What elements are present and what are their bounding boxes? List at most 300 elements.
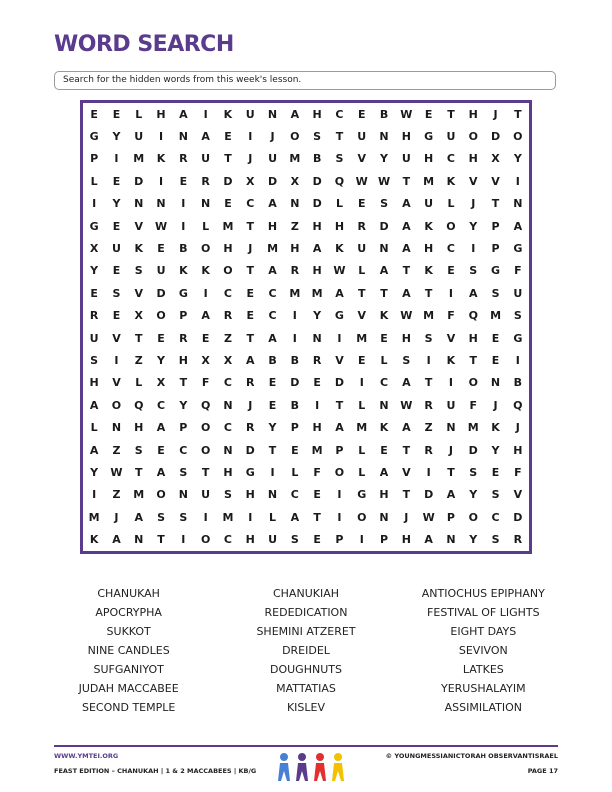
grid-letter[interactable]: O xyxy=(156,309,166,323)
grid-letter[interactable]: X xyxy=(156,376,166,390)
grid-letter[interactable]: H xyxy=(513,443,523,457)
grid-letter[interactable]: E xyxy=(90,286,98,300)
grid-letter[interactable]: C xyxy=(157,398,166,412)
grid-letter[interactable]: K xyxy=(89,533,99,547)
grid-letter[interactable]: M xyxy=(289,152,301,166)
grid-letter[interactable]: E xyxy=(224,197,232,211)
grid-letter[interactable]: R xyxy=(357,219,366,233)
grid-letter[interactable]: R xyxy=(246,421,255,435)
grid-letter[interactable]: N xyxy=(490,376,501,390)
grid-letter[interactable]: E xyxy=(268,398,277,412)
grid-letter[interactable]: L xyxy=(269,510,277,524)
grid-letter[interactable]: P xyxy=(491,242,500,256)
grid-letter[interactable]: U xyxy=(268,533,277,547)
grid-letter[interactable]: D xyxy=(490,130,501,144)
grid-letter[interactable]: R xyxy=(424,398,433,412)
grid-letter[interactable]: M xyxy=(222,219,234,233)
grid-letter[interactable]: A xyxy=(402,376,411,390)
grid-letter[interactable]: K xyxy=(335,242,344,256)
grid-letter[interactable]: L xyxy=(90,421,98,435)
grid-letter[interactable]: D xyxy=(312,174,322,188)
grid-letter[interactable]: N xyxy=(379,398,389,412)
grid-letter[interactable]: Y xyxy=(469,488,478,502)
grid-letter[interactable]: G xyxy=(424,130,434,144)
grid-letter[interactable]: I xyxy=(426,354,431,368)
grid-letter[interactable]: O xyxy=(223,264,233,278)
grid-letter[interactable]: J xyxy=(448,443,453,457)
grid-letter[interactable]: R xyxy=(179,152,188,166)
grid-letter[interactable]: S xyxy=(157,510,165,524)
grid-letter[interactable]: O xyxy=(200,443,211,457)
grid-letter[interactable]: B xyxy=(290,354,300,368)
grid-letter[interactable]: A xyxy=(290,510,300,524)
grid-letter[interactable]: D xyxy=(334,376,345,390)
grid-letter[interactable]: R xyxy=(223,309,233,323)
grid-letter[interactable]: W xyxy=(400,398,413,412)
grid-letter[interactable]: C xyxy=(223,421,232,435)
grid-letter[interactable]: U xyxy=(134,130,144,144)
grid-letter[interactable]: G xyxy=(89,219,99,233)
grid-letter[interactable]: B xyxy=(268,354,277,368)
grid-letter[interactable]: J xyxy=(515,421,520,435)
grid-letter[interactable]: A xyxy=(156,466,166,480)
grid-letter[interactable]: E xyxy=(313,533,321,547)
grid-letter[interactable]: O xyxy=(334,466,345,480)
grid-letter[interactable]: J xyxy=(493,398,498,412)
grid-letter[interactable]: I xyxy=(158,174,164,188)
grid-letter[interactable]: O xyxy=(200,533,211,547)
grid-letter[interactable]: J xyxy=(114,510,119,524)
grid-letter[interactable]: T xyxy=(402,264,411,278)
grid-letter[interactable]: Q xyxy=(513,398,523,412)
grid-letter[interactable]: K xyxy=(491,421,500,435)
grid-letter[interactable]: E xyxy=(357,354,366,368)
grid-letter[interactable]: U xyxy=(446,130,456,144)
grid-letter[interactable]: K xyxy=(379,309,389,323)
grid-letter[interactable]: D xyxy=(267,174,278,188)
grid-letter[interactable]: C xyxy=(380,376,389,390)
grid-letter[interactable]: T xyxy=(424,376,433,390)
grid-letter[interactable]: H xyxy=(468,107,478,121)
grid-letter[interactable]: V xyxy=(402,466,411,480)
grid-letter[interactable]: W xyxy=(355,174,368,188)
grid-letter[interactable]: Q xyxy=(134,398,144,412)
grid-letter[interactable]: P xyxy=(491,219,500,233)
grid-letter[interactable]: N xyxy=(513,197,523,211)
grid-letter[interactable]: I xyxy=(203,286,208,300)
grid-letter[interactable]: J xyxy=(270,130,275,144)
grid-letter[interactable]: Z xyxy=(424,421,433,435)
grid-letter[interactable]: L xyxy=(358,398,366,412)
grid-letter[interactable]: C xyxy=(335,107,344,121)
grid-letter[interactable]: M xyxy=(289,286,301,300)
grid-letter[interactable]: J xyxy=(404,510,409,524)
grid-letter[interactable]: V xyxy=(446,331,456,345)
grid-letter[interactable]: T xyxy=(424,286,433,300)
grid-letter[interactable]: G xyxy=(334,309,344,323)
grid-letter[interactable]: I xyxy=(248,510,253,524)
grid-letter[interactable]: N xyxy=(223,443,233,457)
grid-letter[interactable]: S xyxy=(134,264,143,278)
grid-letter[interactable]: M xyxy=(423,174,435,188)
grid-letter[interactable]: Y xyxy=(513,152,522,166)
grid-letter[interactable]: X xyxy=(201,354,210,368)
grid-letter[interactable]: F xyxy=(201,376,210,390)
grid-letter[interactable]: A xyxy=(402,421,411,435)
grid-letter[interactable]: A xyxy=(112,533,121,547)
grid-letter[interactable]: E xyxy=(224,130,232,144)
grid-letter[interactable]: K xyxy=(201,264,210,278)
grid-letter[interactable]: Z xyxy=(112,443,121,457)
grid-letter[interactable]: M xyxy=(311,286,323,300)
grid-letter[interactable]: A xyxy=(201,309,210,323)
grid-letter[interactable]: I xyxy=(270,466,275,480)
grid-letter[interactable]: A xyxy=(335,421,344,435)
grid-letter[interactable]: H xyxy=(424,152,434,166)
grid-letter[interactable]: O xyxy=(200,421,211,435)
grid-letter[interactable]: D xyxy=(513,510,523,524)
grid-letter[interactable]: I xyxy=(203,107,208,121)
grid-letter[interactable]: T xyxy=(246,219,254,233)
grid-letter[interactable]: E xyxy=(491,466,500,480)
grid-letter[interactable]: N xyxy=(290,197,300,211)
grid-letter[interactable]: T xyxy=(402,488,411,502)
grid-letter[interactable]: U xyxy=(111,242,121,256)
grid-letter[interactable]: A xyxy=(468,286,478,300)
grid-letter[interactable]: J xyxy=(248,242,253,256)
grid-letter[interactable]: U xyxy=(245,107,255,121)
grid-letter[interactable]: O xyxy=(111,398,122,412)
grid-letter[interactable]: I xyxy=(359,533,364,547)
grid-letter[interactable]: W xyxy=(400,309,413,323)
grid-letter[interactable]: G xyxy=(491,264,501,278)
grid-letter[interactable]: L xyxy=(202,219,210,233)
grid-letter[interactable]: T xyxy=(134,466,143,480)
grid-letter[interactable]: T xyxy=(491,197,500,211)
grid-letter[interactable]: K xyxy=(179,264,188,278)
grid-letter[interactable]: H xyxy=(290,242,300,256)
grid-letter[interactable]: T xyxy=(380,286,388,300)
grid-letter[interactable]: T xyxy=(447,107,455,121)
footer-website[interactable]: WWW.YMTEI.ORG xyxy=(54,752,119,760)
grid-letter[interactable]: X xyxy=(290,174,300,188)
grid-letter[interactable]: L xyxy=(135,107,143,121)
grid-letter[interactable]: A xyxy=(379,264,389,278)
grid-letter[interactable]: W xyxy=(400,107,413,121)
grid-letter[interactable]: I xyxy=(114,354,119,368)
grid-letter[interactable]: A xyxy=(179,107,188,121)
grid-letter[interactable]: M xyxy=(267,242,279,256)
grid-letter[interactable]: D xyxy=(223,174,233,188)
grid-letter[interactable]: E xyxy=(157,443,165,457)
grid-letter[interactable]: X xyxy=(246,174,255,188)
grid-letter[interactable]: H xyxy=(245,488,255,502)
grid-letter[interactable]: I xyxy=(337,488,342,502)
grid-letter[interactable]: L xyxy=(335,197,343,211)
grid-letter[interactable]: E xyxy=(112,107,121,121)
grid-letter[interactable]: E xyxy=(380,443,388,457)
grid-letter[interactable]: E xyxy=(357,197,366,211)
grid-letter[interactable]: Y xyxy=(112,130,121,144)
grid-letter[interactable]: K xyxy=(446,354,456,368)
grid-letter[interactable]: V xyxy=(335,354,344,368)
grid-letter[interactable]: M xyxy=(356,421,368,435)
grid-letter[interactable]: S xyxy=(179,466,188,480)
grid-letter[interactable]: V xyxy=(134,219,143,233)
grid-letter[interactable]: I xyxy=(315,398,320,412)
grid-letter[interactable]: S xyxy=(469,466,478,480)
grid-letter[interactable]: N xyxy=(379,510,389,524)
grid-letter[interactable]: A xyxy=(268,331,277,345)
grid-letter[interactable]: T xyxy=(469,354,477,368)
grid-letter[interactable]: C xyxy=(223,376,232,390)
grid-letter[interactable]: S xyxy=(335,152,344,166)
grid-letter[interactable]: T xyxy=(447,466,455,480)
grid-letter[interactable]: A xyxy=(513,219,523,233)
grid-letter[interactable]: D xyxy=(156,286,166,300)
grid-letter[interactable]: S xyxy=(313,130,322,144)
grid-letter[interactable]: D xyxy=(312,197,322,211)
grid-letter[interactable]: S xyxy=(90,354,99,368)
grid-letter[interactable]: C xyxy=(446,242,455,256)
grid-letter[interactable]: Y xyxy=(469,219,478,233)
grid-letter[interactable]: W xyxy=(333,264,346,278)
grid-letter[interactable]: L xyxy=(358,443,366,457)
grid-letter[interactable]: T xyxy=(246,331,254,345)
grid-letter[interactable]: I xyxy=(92,197,97,211)
grid-letter[interactable]: I xyxy=(292,309,297,323)
grid-letter[interactable]: G xyxy=(513,331,523,345)
grid-letter[interactable]: Q xyxy=(334,174,345,188)
grid-letter[interactable]: C xyxy=(268,286,277,300)
grid-letter[interactable]: H xyxy=(312,107,322,121)
grid-letter[interactable]: K xyxy=(379,421,389,435)
grid-letter[interactable]: A xyxy=(312,242,322,256)
grid-letter[interactable]: O xyxy=(357,510,367,524)
grid-letter[interactable]: D xyxy=(290,376,300,390)
grid-letter[interactable]: F xyxy=(514,264,522,278)
grid-letter[interactable]: H xyxy=(401,331,411,345)
grid-letter[interactable]: S xyxy=(491,488,500,502)
grid-letter[interactable]: R xyxy=(424,443,433,457)
grid-letter[interactable]: O xyxy=(468,376,478,390)
grid-letter[interactable]: Y xyxy=(491,443,500,457)
grid-letter[interactable]: R xyxy=(290,264,300,278)
grid-letter[interactable]: P xyxy=(179,421,188,435)
grid-letter[interactable]: R xyxy=(513,533,523,547)
grid-letter[interactable]: H xyxy=(223,242,233,256)
grid-letter[interactable]: I xyxy=(471,242,476,256)
grid-letter[interactable]: Y xyxy=(112,197,121,211)
grid-letter[interactable]: S xyxy=(424,331,433,345)
grid-letter[interactable]: P xyxy=(290,421,299,435)
grid-letter[interactable]: U xyxy=(446,398,456,412)
grid-letter[interactable]: G xyxy=(245,466,255,480)
grid-letter[interactable]: E xyxy=(179,174,188,188)
grid-letter[interactable]: E xyxy=(380,331,388,345)
grid-letter[interactable]: U xyxy=(268,152,277,166)
grid-letter[interactable]: M xyxy=(490,309,502,323)
grid-letter[interactable]: K xyxy=(156,152,166,166)
grid-letter[interactable]: M xyxy=(222,510,234,524)
grid-letter[interactable]: E xyxy=(313,488,321,502)
grid-letter[interactable]: N xyxy=(156,197,166,211)
grid-letter[interactable]: S xyxy=(513,309,522,323)
grid-letter[interactable]: F xyxy=(469,398,477,412)
grid-letter[interactable]: M xyxy=(423,309,435,323)
grid-letter[interactable]: H xyxy=(245,533,255,547)
grid-letter[interactable]: U xyxy=(201,488,211,502)
grid-letter[interactable]: B xyxy=(290,398,300,412)
grid-letter[interactable]: F xyxy=(514,466,522,480)
grid-letter[interactable]: I xyxy=(292,331,297,345)
grid-letter[interactable]: L xyxy=(291,466,299,480)
grid-letter[interactable]: R xyxy=(179,331,188,345)
grid-letter[interactable]: I xyxy=(158,130,164,144)
grid-letter[interactable]: T xyxy=(514,107,522,121)
grid-letter[interactable]: L xyxy=(447,197,455,211)
grid-letter[interactable]: J xyxy=(471,197,476,211)
grid-letter[interactable]: U xyxy=(424,197,434,211)
grid-letter[interactable]: V xyxy=(134,286,143,300)
grid-letter[interactable]: V xyxy=(468,174,478,188)
grid-letter[interactable]: I xyxy=(114,152,119,166)
grid-letter[interactable]: U xyxy=(401,152,411,166)
grid-letter[interactable]: K xyxy=(446,174,456,188)
grid-letter[interactable]: W xyxy=(154,219,168,233)
grid-letter[interactable]: A xyxy=(402,219,411,233)
grid-letter[interactable]: N xyxy=(267,488,278,502)
grid-letter[interactable]: F xyxy=(447,309,455,323)
grid-letter[interactable]: J xyxy=(248,398,253,412)
grid-letter[interactable]: I xyxy=(515,354,520,368)
grid-letter[interactable]: V xyxy=(112,376,121,390)
grid-letter[interactable]: C xyxy=(223,533,232,547)
grid-letter[interactable]: Y xyxy=(469,533,478,547)
grid-letter[interactable]: I xyxy=(448,376,453,390)
grid-letter[interactable]: L xyxy=(358,264,366,278)
grid-letter[interactable]: P xyxy=(179,309,188,323)
grid-letter[interactable]: A xyxy=(290,107,300,121)
grid-letter[interactable]: V xyxy=(357,309,366,323)
grid-letter[interactable]: U xyxy=(201,152,211,166)
grid-letter[interactable]: W xyxy=(422,510,435,524)
grid-letter[interactable]: E xyxy=(491,354,500,368)
grid-letter[interactable]: H xyxy=(424,242,434,256)
grid-letter[interactable]: I xyxy=(92,488,97,502)
grid-letter[interactable]: A xyxy=(134,510,143,524)
grid-letter[interactable]: G xyxy=(513,242,523,256)
grid-letter[interactable]: O xyxy=(290,130,300,144)
grid-letter[interactable]: P xyxy=(446,510,455,524)
grid-letter[interactable]: C xyxy=(246,197,255,211)
grid-letter[interactable]: Q xyxy=(200,398,211,412)
grid-letter[interactable]: Y xyxy=(313,309,322,323)
grid-letter[interactable]: N xyxy=(267,107,278,121)
grid-letter[interactable]: X xyxy=(89,242,99,256)
grid-letter[interactable]: E xyxy=(313,376,321,390)
grid-letter[interactable]: H xyxy=(312,421,322,435)
grid-letter[interactable]: I xyxy=(337,510,342,524)
grid-letter[interactable]: K xyxy=(223,107,233,121)
grid-letter[interactable]: E xyxy=(447,264,455,278)
grid-letter[interactable]: H xyxy=(223,466,233,480)
grid-letter[interactable]: I xyxy=(181,197,186,211)
grid-letter[interactable]: I xyxy=(515,174,520,188)
grid-letter[interactable]: P xyxy=(335,533,344,547)
grid-letter[interactable]: B xyxy=(379,107,389,121)
grid-letter[interactable]: H xyxy=(379,488,389,502)
grid-letter[interactable]: P xyxy=(335,443,344,457)
grid-letter[interactable]: T xyxy=(402,443,411,457)
grid-letter[interactable]: S xyxy=(402,354,411,368)
grid-letter[interactable]: E xyxy=(491,331,500,345)
grid-letter[interactable]: E xyxy=(291,443,299,457)
grid-letter[interactable]: N xyxy=(379,130,389,144)
grid-letter[interactable]: H xyxy=(178,354,188,368)
grid-letter[interactable]: L xyxy=(380,354,388,368)
grid-letter[interactable]: A xyxy=(424,533,433,547)
grid-letter[interactable]: N xyxy=(134,533,144,547)
grid-letter[interactable]: I xyxy=(426,466,431,480)
grid-letter[interactable]: Z xyxy=(112,488,121,502)
grid-letter[interactable]: I xyxy=(181,533,186,547)
grid-letter[interactable]: B xyxy=(312,152,322,166)
grid-letter[interactable]: D xyxy=(424,488,434,502)
grid-letter[interactable]: H xyxy=(156,107,166,121)
grid-letter[interactable]: K xyxy=(424,264,433,278)
grid-letter[interactable]: A xyxy=(402,286,411,300)
grid-letter[interactable]: H xyxy=(401,130,411,144)
grid-letter[interactable]: A xyxy=(402,197,411,211)
grid-letter[interactable]: A xyxy=(201,130,210,144)
grid-letter[interactable]: B xyxy=(179,242,188,256)
grid-letter[interactable]: N xyxy=(446,533,456,547)
grid-letter[interactable]: U xyxy=(513,286,523,300)
grid-letter[interactable]: M xyxy=(311,443,323,457)
grid-letter[interactable]: S xyxy=(491,533,500,547)
grid-letter[interactable]: N xyxy=(379,242,389,256)
grid-letter[interactable]: E xyxy=(90,107,98,121)
grid-letter[interactable]: A xyxy=(379,466,389,480)
grid-letter[interactable]: E xyxy=(112,264,121,278)
grid-letter[interactable]: M xyxy=(133,152,145,166)
grid-letter[interactable]: S xyxy=(290,533,299,547)
grid-letter[interactable]: A xyxy=(156,421,166,435)
grid-letter[interactable]: V xyxy=(357,152,366,166)
grid-letter[interactable]: T xyxy=(157,533,165,547)
grid-letter[interactable]: T xyxy=(313,510,321,524)
grid-letter[interactable]: T xyxy=(224,152,232,166)
grid-letter[interactable]: Y xyxy=(90,466,99,480)
grid-letter[interactable]: I xyxy=(203,510,208,524)
grid-letter[interactable]: E xyxy=(246,286,254,300)
grid-letter[interactable]: B xyxy=(513,376,523,390)
grid-letter[interactable]: U xyxy=(156,264,166,278)
grid-letter[interactable]: Y xyxy=(380,152,389,166)
grid-letter[interactable]: H xyxy=(468,331,478,345)
grid-letter[interactable]: M xyxy=(133,488,145,502)
grid-letter[interactable]: I xyxy=(359,376,364,390)
grid-letter[interactable]: V xyxy=(112,331,121,345)
grid-letter[interactable]: W xyxy=(110,466,123,480)
grid-letter[interactable]: K xyxy=(134,242,143,256)
grid-letter[interactable]: E xyxy=(112,309,121,323)
grid-letter[interactable]: N xyxy=(223,398,233,412)
grid-letter[interactable]: M xyxy=(467,421,479,435)
grid-letter[interactable]: C xyxy=(179,443,188,457)
grid-letter[interactable]: Z xyxy=(223,331,232,345)
